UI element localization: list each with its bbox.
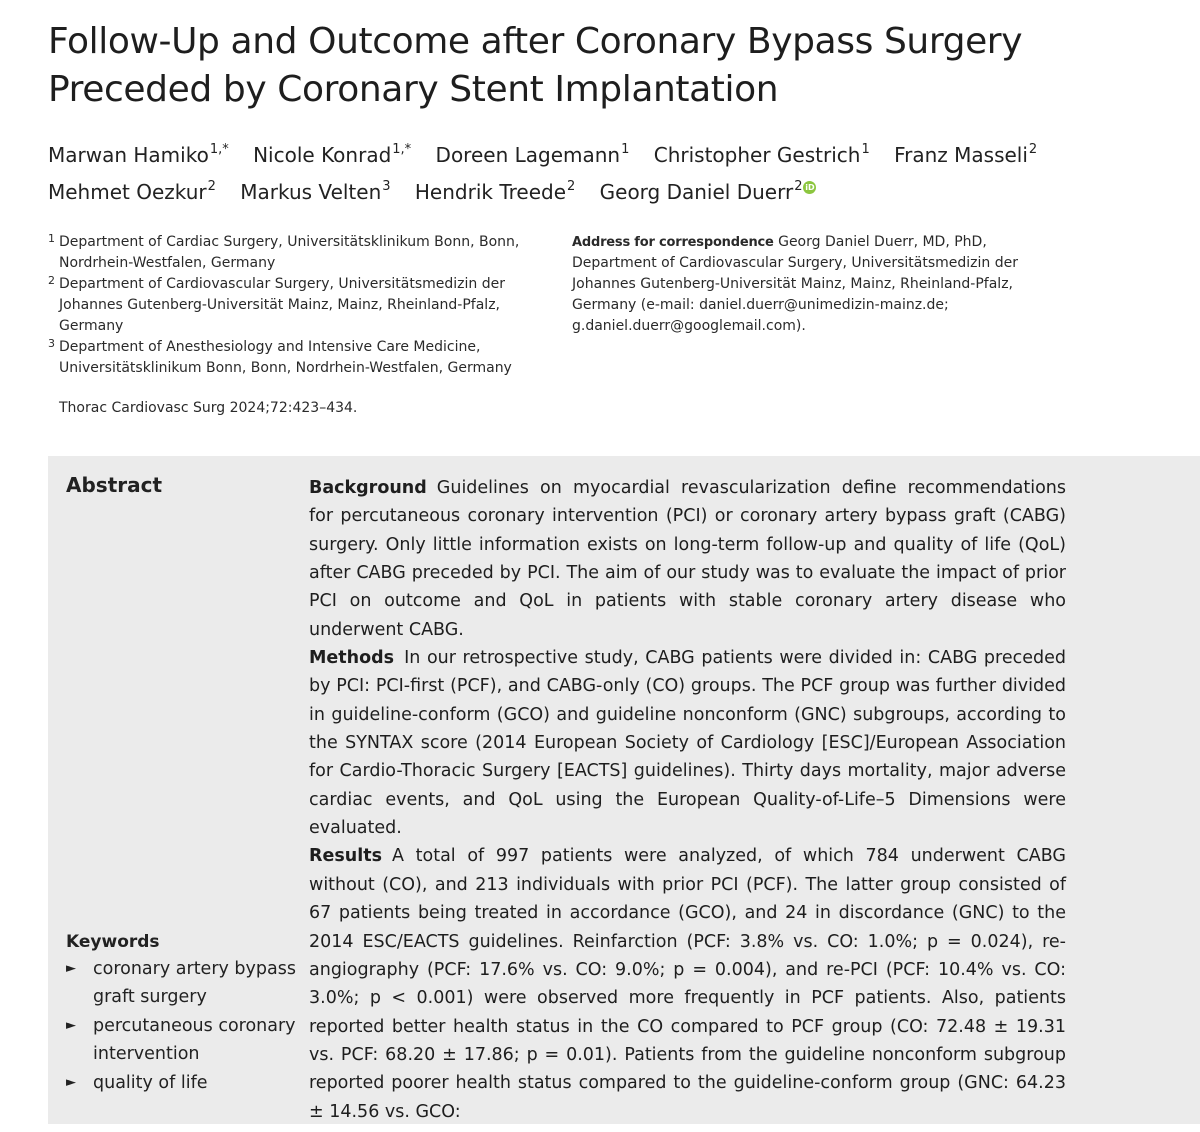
affiliation-number: 3 bbox=[48, 337, 55, 350]
author: Marwan Hamiko$^{1,*}$ bbox=[48, 142, 229, 167]
author-affiliation-mark: 1,* bbox=[209, 142, 229, 157]
journal-citation: Thorac Cardiovasc Surg 2024;72:423–434. bbox=[59, 400, 358, 416]
results-label: Results bbox=[309, 846, 382, 867]
abstract-results: Results A total of 997 patients were analyzed, of which 784 underwent CABG without (CO), and 213 individuals with prior PCI (PCF). The latter group consisted of 67 patients being treated in accordance (GCO), and 24 in discordance (GNC) to the 2014 ESC/EACTS guidelines. Reinfarction (PCF: 3.8% vs. CO: 1.0%; p = 0.024), re-angiography (PCF: 17.6% vs. CO: 9.0%; p = 0.004), and re-PCI (PCF: 10.4% vs. CO: 3.0%; p < 0.001) were observed more frequently in PCF patients. Also, patients reported better health status in the CO compared to PCF group (CO: 72.48 ± 19.31 vs. PCF: 68.20 ± 17.86; p = 0.01). Patients from the guideline nonconform subgroup reported poorer health status compared to the guideline-conform group (GNC: 64.23 ± 14.56 vs. GCO: bbox=[309, 846, 1066, 1122]
author: Hendrik Treede$^2$ bbox=[414, 179, 576, 204]
correspondence-address bbox=[572, 232, 1072, 337]
author-affiliation-mark: 3 bbox=[382, 179, 391, 194]
abstract-body bbox=[309, 474, 1066, 1126]
correspondence-label: Address for correspondence bbox=[572, 235, 774, 250]
affiliations bbox=[48, 232, 548, 379]
affiliation-number: 1 bbox=[48, 232, 55, 245]
abstract-heading: Abstract bbox=[66, 473, 163, 497]
arrow-right-icon: ► bbox=[66, 1074, 76, 1090]
keywords-heading: Keywords bbox=[66, 932, 160, 952]
author: Franz Masseli$^2$ bbox=[894, 142, 1038, 167]
keyword-item: ► quality of life bbox=[66, 1069, 301, 1097]
author-affiliation-mark: 2 bbox=[207, 179, 216, 194]
affiliation: 3 Department of Anesthesiology and Intensive Care Medicine, Universitätsklinikum Bonn, Bonn, Nordrhein-Westfalen, Germany bbox=[48, 337, 548, 379]
keyword-list bbox=[66, 955, 301, 1097]
author-affiliation-mark: 2 bbox=[567, 179, 576, 194]
orcid-icon[interactable]: iD bbox=[805, 183, 815, 192]
author: Doreen Lagemann$^1$ bbox=[435, 142, 630, 167]
arrow-right-icon: ► bbox=[66, 1017, 76, 1033]
affiliation: 1 Department of Cardiac Surgery, Universitätsklinikum Bonn, Bonn, Nordrhein-Westfalen, Germany bbox=[48, 232, 548, 274]
author-list bbox=[48, 134, 1168, 208]
abstract-section bbox=[48, 456, 1200, 1124]
author-affiliation-mark: 1 bbox=[621, 142, 630, 157]
author: Christopher Gestrich$^1$ bbox=[653, 142, 870, 167]
keyword-item: ► percutaneous coronary intervention bbox=[66, 1012, 301, 1069]
keyword-item: ► coronary artery bypass graft surgery bbox=[66, 955, 301, 1012]
arrow-right-icon: ► bbox=[66, 961, 76, 976]
affiliation: 2 Department of Cardiovascular Surgery, Universitätsmedizin der Johannes Gutenberg-Universität Mainz, Mainz, Rheinland-Pfalz, Germany bbox=[48, 274, 548, 337]
keywords-panel bbox=[66, 930, 301, 1097]
article-title: Follow-Up and Outcome after Coronary Bypass Surgery Preceded by Coronary Stent Implantation bbox=[48, 21, 1023, 110]
author-affiliation-mark: 2 bbox=[1028, 142, 1038, 157]
affiliation-number: 2 bbox=[48, 274, 55, 287]
author-affiliation-mark: 2 bbox=[794, 179, 803, 194]
correspondence-text: Georg Daniel Duerr, MD, PhD, Department of Cardiovascular Surgery, Universitätsmedizin der Johannes Gutenberg-Universität Mainz, Mainz, Rheinland-Pfalz, Germany (e-mail: daniel.duerr@unimedizin-mainz.de; g.daniel.duerr@googlemail.com). bbox=[572, 234, 1018, 334]
abstract-background: Background Guidelines on myocardial revascularization define recommendations for percutaneous coronary intervention (PCI) or coronary artery bypass graft (CABG) surgery. Only little information exists on long-term follow-up and quality of life (QoL) after CABG preceded by PCI. The aim of our study was to evaluate the impact of prior PCI on outcome and QoL in patients with stable coronary artery disease who underwent CABG. bbox=[309, 478, 1066, 640]
abstract-methods: Methods In our retrospective study, CABG patients were divided in: CABG preceded by PCI: PCI-first (PCF), and CABG-only (CO) groups. The PCF group was further divided in guideline-conform (GCO) and guideline nonconform (GNC) subgroups, according to the SYNTAX score (2014 European Society of Cardiology [ESC]/European Association for Cardio-Thoracic Surgery [EACTS] guidelines). Thirty days mortality, major adverse cardiac events, and QoL using the European Quality-of-Life–5 Dimensions were evaluated. bbox=[309, 648, 1066, 839]
background-label: Background bbox=[309, 478, 427, 498]
author-affiliation-mark: 1,* bbox=[392, 142, 412, 157]
author: Georg Daniel Duerr$^2$ iD bbox=[599, 179, 815, 204]
author-affiliation-mark: 1 bbox=[861, 142, 870, 157]
author: Mehmet Oezkur$^2$ bbox=[48, 179, 216, 204]
author: Markus Velten$^3$ bbox=[240, 179, 391, 204]
author: Nicole Konrad$^{1,*}$ bbox=[253, 142, 412, 167]
methods-label: Methods bbox=[309, 648, 395, 669]
